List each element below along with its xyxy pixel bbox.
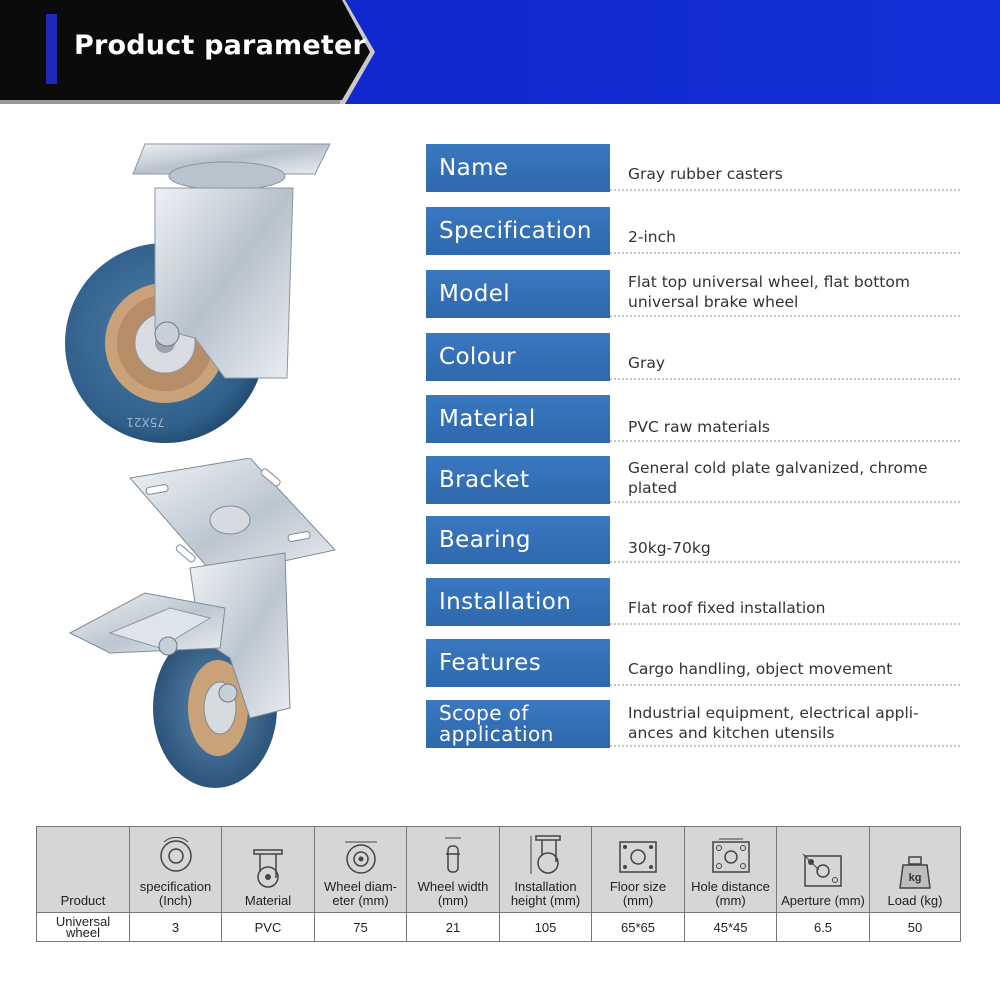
param-label: Colour — [426, 333, 610, 381]
param-value: 2-inch — [628, 228, 676, 246]
caster-with-brake-photo — [50, 458, 350, 788]
dotted-divider — [610, 252, 960, 254]
param-row-installation — [426, 578, 966, 626]
header-label: Installation height (mm) — [510, 879, 581, 908]
param-row-specification — [426, 207, 966, 255]
installation-height-icon — [526, 834, 566, 876]
param-value: Gray rubber casters — [628, 165, 783, 183]
header-installation-height — [500, 827, 592, 913]
param-value: Flat top universal wheel, flat bottom universal brake wheel — [628, 273, 910, 311]
header-label: specification (Inch) — [139, 879, 212, 908]
cell-material: PVC — [222, 913, 315, 942]
wheel-diameter-icon — [341, 836, 381, 876]
header-aperture — [777, 827, 870, 913]
header-label: Aperture (mm) — [781, 893, 865, 908]
param-value: 30kg-70kg — [628, 539, 711, 557]
param-label: Name — [426, 144, 610, 192]
header-hole-distance — [685, 827, 777, 913]
dotted-divider — [610, 684, 960, 686]
param-value: Gray — [628, 354, 666, 372]
header-floor-size — [592, 827, 685, 913]
header-label: Floor size (mm) — [609, 879, 667, 908]
page-title: Product parameter — [74, 30, 366, 61]
dotted-divider — [610, 440, 960, 442]
cell-installation-height: 105 — [500, 913, 592, 942]
param-label: Specification — [426, 207, 610, 255]
header-banner — [0, 0, 1000, 104]
kg-weight-icon — [897, 856, 933, 890]
param-label: Bracket — [426, 456, 610, 504]
dotted-divider — [610, 745, 960, 747]
dotted-divider — [610, 378, 960, 380]
header-label: Wheel width (mm) — [417, 879, 489, 908]
param-row-model — [426, 270, 966, 318]
header-material — [222, 827, 315, 913]
dotted-divider — [610, 501, 960, 503]
caster-top-plate-swivel-photo — [55, 128, 345, 448]
param-label: Installation — [426, 578, 610, 626]
header-label: Material — [244, 893, 292, 908]
kg-icon-text: kg — [908, 872, 922, 884]
header-label: Hole distance (mm) — [691, 879, 770, 908]
cell-hole-distance: 45*45 — [685, 913, 777, 942]
header-label: Wheel diam- eter (mm) — [324, 879, 397, 908]
cell-specification: 3 — [130, 913, 222, 942]
wheel-front-icon — [156, 836, 196, 876]
param-row-material — [426, 395, 966, 443]
header-product — [37, 827, 130, 913]
param-row-scope — [426, 700, 966, 748]
param-value: Flat roof fixed installation — [628, 599, 826, 617]
header-load — [870, 827, 961, 913]
dotted-divider — [610, 623, 960, 625]
param-label: Bearing — [426, 516, 610, 564]
caster-wheel-photo — [55, 128, 345, 448]
hole-distance-plate-icon — [708, 838, 754, 876]
aperture-plate-icon — [800, 852, 846, 890]
table-header-row — [37, 827, 961, 913]
header-label: Load (kg) — [887, 893, 943, 908]
dotted-divider — [610, 561, 960, 563]
param-label: Material — [426, 395, 610, 443]
header-wheel-width — [407, 827, 500, 913]
param-value: Industrial equipment, electrical appli- ances and kitchen utensils — [628, 704, 919, 742]
param-row-features — [426, 639, 966, 687]
param-row-colour — [426, 333, 966, 381]
param-row-bearing — [426, 516, 966, 564]
header-label: Product — [60, 893, 106, 908]
cell-wheel-width: 21 — [407, 913, 500, 942]
spec-table — [36, 826, 961, 942]
cell-floor-size: 65*65 — [592, 913, 685, 942]
cell-wheel-diameter: 75 — [315, 913, 407, 942]
param-row-name — [426, 144, 966, 192]
param-label: Model — [426, 270, 610, 318]
header-specification — [130, 827, 222, 913]
floor-size-plate-icon — [615, 838, 661, 876]
param-value: PVC raw materials — [628, 418, 770, 436]
svg-text:75X21: 75X21 — [126, 415, 165, 429]
dotted-divider — [610, 315, 960, 317]
param-value: Cargo handling, object movement — [628, 660, 893, 678]
dotted-divider — [610, 189, 960, 191]
param-label: Scope of application — [426, 700, 610, 748]
wheel-width-icon — [433, 834, 473, 876]
param-label: Features — [426, 639, 610, 687]
table-row — [37, 913, 961, 942]
caster-brake-photo — [50, 458, 350, 788]
header-wheel-diameter — [315, 827, 407, 913]
cell-aperture: 6.5 — [777, 913, 870, 942]
cell-product: Universal wheel — [37, 913, 130, 942]
param-row-bracket — [426, 456, 966, 504]
cell-load: 50 — [870, 913, 961, 942]
param-value: General cold plate galvanized, chrome plated — [628, 459, 928, 497]
caster-side-icon — [248, 848, 288, 890]
